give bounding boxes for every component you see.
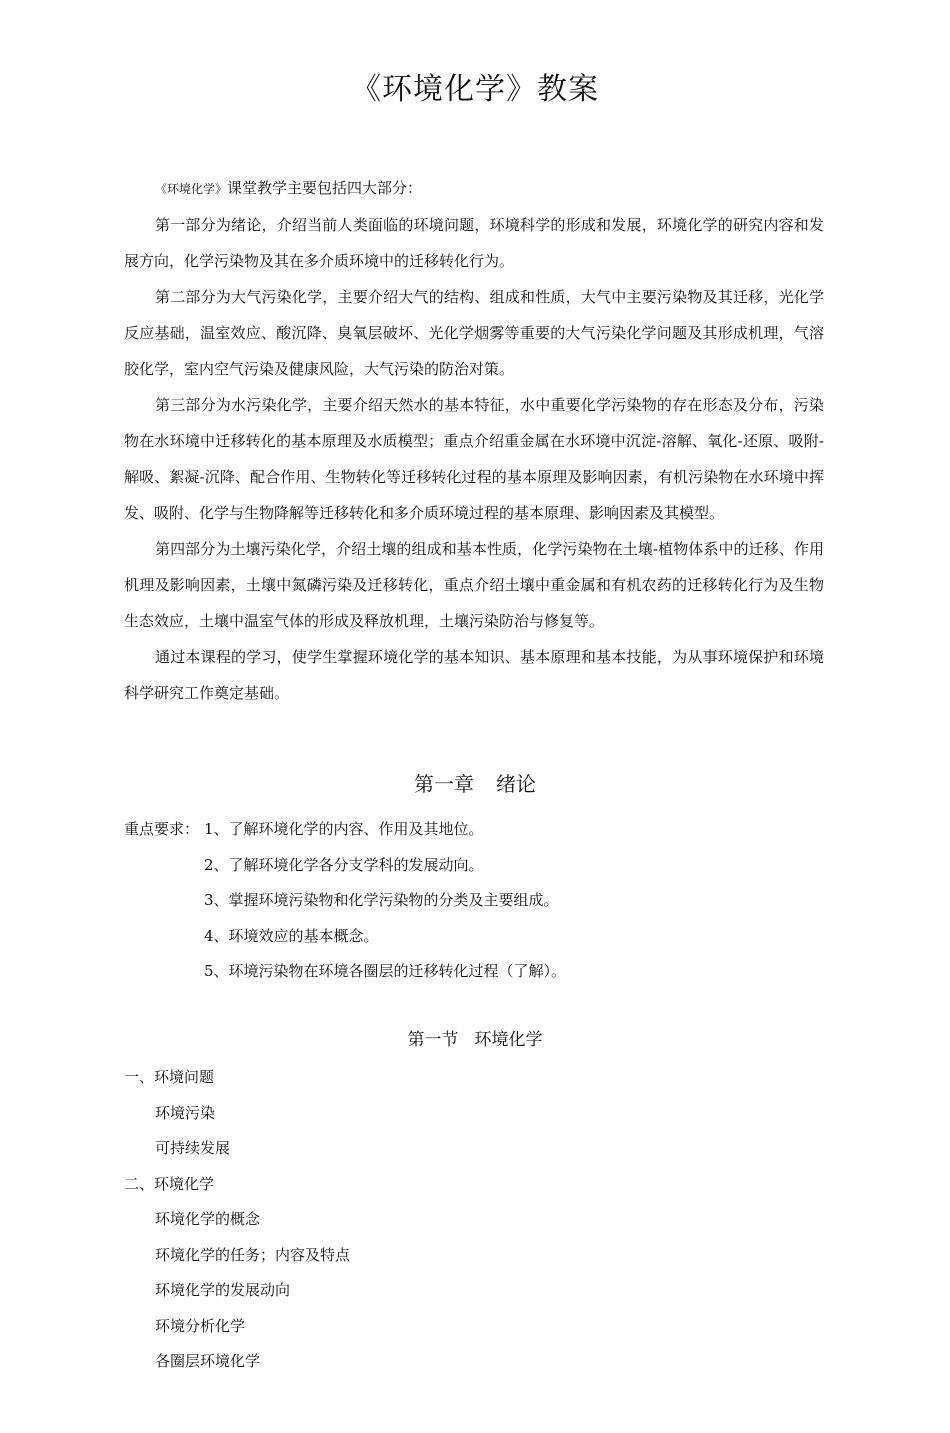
requirement-item [124,883,824,919]
outline-subitem: 环境污染 [155,1103,216,1122]
intro-paragraph: 第四部分为土壤污染化学，介绍土壤的组成和基本性质，化学污染物在土壤-植物体系中的迁移、作用机理及影响因素，土壤中氮磷污染及迁移转化，重点介绍土壤中重金属和有机农药的迁移转化行为及生物生态效应，土壤中温室气体的形成及释放机理，土壤污染防治与修复等。 [124,540,824,630]
requirement-text: 2、了解环境化学各分支学科的发展动向。 [204,855,484,874]
requirement-item [124,919,824,955]
chapter-title [0,766,950,802]
requirement-text: 4、环境效应的基本概念。 [204,926,379,945]
intro-paragraph: 第三部分为水污染化学，主要介绍天然水的基本特征，水中重要化学污染物的存在形态及分布，污染物在水环境中迁移转化的基本原理及水质模型；重点介绍重金属在水环境中沉淀-溶解、氧化-还原、吸附-解吸、絮凝-沉降、配合作用、生物转化等迁移转化过程的基本原理及影响因素，有机污染物在水环境中挥发、吸附、化学与生物降解等迁移转化和多介质环境过程的基本原理、影响因素及其模型。 [124,396,824,522]
intro-paragraph: 第二部分为大气污染化学，主要介绍大气的结构、组成和性质，大气中主要污染物及其迁移，光化学反应基础，温室效应、酸沉降、臭氧层破坏、光化学烟雾等重要的大气污染化学问题及其形成机理，气溶胶化学，室内空气污染及健康风险，大气污染的防治对策。 [124,288,824,378]
section-outline [124,1060,824,1380]
document-title: 《环境化学》教案 [351,72,599,107]
intro-paragraph: 通过本课程的学习，使学生掌握环境化学的基本知识、基本原理和基本技能，为从事环境保护和环境科学研究工作奠定基础。 [124,648,824,702]
outline-heading: 一、环境问题 [124,1068,215,1086]
key-requirements [124,812,824,990]
intro-lead-book: 《环境化学》 [155,182,228,196]
outline-subitem: 可持续发展 [155,1139,231,1157]
intro-section [124,170,824,711]
requirement-item [124,812,824,848]
outline-subitem: 环境化学的发展动向 [155,1281,291,1299]
section-name: 环境化学 [474,1030,543,1050]
outline-subitem: 环境分析化学 [155,1316,246,1335]
requirement-text: 5、环境污染物在环境各圈层的迁移转化过程（了解）。 [204,962,567,980]
requirement-text: 1、了解环境化学的内容、作用及其地位。 [204,820,484,838]
outline-subitem: 环境化学的任务；内容及特点 [155,1245,351,1264]
requirement-text: 3、掌握环境污染物和化学污染物的分类及主要组成。 [204,891,559,909]
intro-lead [124,170,824,207]
requirement-item [124,954,824,990]
intro-lead-rest: 课堂教学主要包括四大部分： [227,179,423,197]
section-title [0,1022,950,1058]
intro-paragraph: 第一部分为绪论，介绍当前人类面临的环境问题，环境科学的形成和发展，环境化学的研究内容和发展方向，化学污染物及其在多介质环境中的迁移转化行为。 [124,216,824,270]
chapter-name: 绪论 [496,772,536,796]
outline-heading: 二、环境化学 [124,1174,215,1193]
outline-subitem: 环境化学的概念 [155,1210,261,1228]
requirement-item [124,848,824,884]
outline-subitem: 各圈层环境化学 [155,1352,261,1370]
requirements-label: 重点要求： [124,820,200,838]
section-number: 第一节 [407,1030,459,1050]
chapter-number: 第一章 [414,772,474,796]
